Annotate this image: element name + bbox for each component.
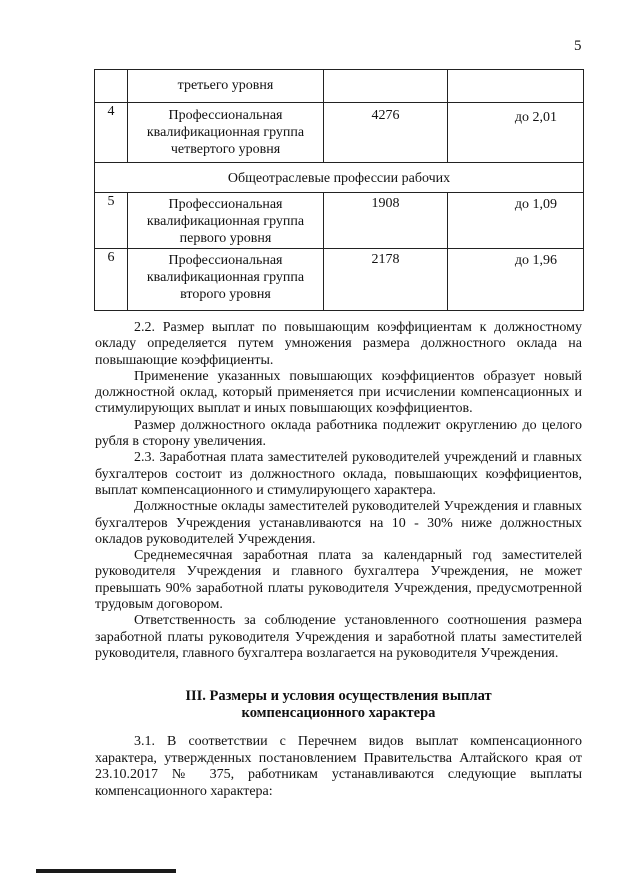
paragraph: Должностные оклады заместителей руководителей Учреждения и главных бухгалтеров Учреждения устанавливаются на 10 - 30% ниже должностных окладов руководителей Учреждения.	[95, 499, 582, 547]
table-row	[95, 103, 584, 163]
salary-table	[94, 69, 584, 311]
paragraph: 3.1. В соответствии с Перечнем видов выплат компенсационного характера, утвержденных постановлением Правительства Алтайского края от 23.10.2017 № 375, работникам устанавливаются следующие выплаты компенсационного характера:	[95, 734, 582, 799]
coefficient-cell: до 1,96	[448, 249, 584, 311]
group-name-cell: Профессиональная квалификационная группа четвертого уровня	[128, 103, 324, 163]
coefficient-cell	[448, 70, 584, 103]
section-heading-line: компенсационного характера	[241, 705, 436, 721]
salary-cell: 1908	[324, 193, 448, 249]
salary-cell: 2178	[324, 249, 448, 311]
paragraph: Среднемесячная заработная плата за календарный год заместителей руководителя Учреждения и главного бухгалтера Учреждения, не может превышать 90% заработной платы руководителя Учреждения, предусмотренной трудовым договором.	[95, 548, 582, 613]
row-number-cell	[95, 70, 128, 103]
section-title-cell: Общеотраслевые профессии рабочих	[95, 163, 584, 193]
coefficient-cell: до 1,09	[448, 193, 584, 249]
table-row	[95, 193, 584, 249]
paragraph: Применение указанных повышающих коэффициентов образует новый должностной оклад, который применяется при исчислении компенсационных и стимулирующих выплат и иных повышающих коэффициентов.	[95, 368, 582, 417]
group-name-cell: третьего уровня	[128, 70, 324, 103]
paragraph: 2.3. Заработная плата заместителей руководителей учреждений и главных бухгалтеров состоит из должностного оклада, повышающих коэффициентов, выплат компенсационного и стимулирующего характера.	[95, 450, 582, 498]
section-heading	[95, 688, 582, 722]
table-row	[95, 249, 584, 311]
scan-artifact-line	[36, 869, 176, 873]
section-3-text	[95, 734, 582, 800]
row-number-cell: 5	[95, 193, 128, 249]
salary-cell: 4276	[324, 103, 448, 163]
table-row	[95, 70, 584, 103]
table-section-row	[95, 163, 584, 193]
paragraph: Ответственность за соблюдение установленного соотношения размера заработной платы руководителя Учреждения и заработной платы заместителей руководителя, главного бухгалтера возлагается на руководителя Учреждения.	[95, 613, 582, 661]
paragraph: 2.2. Размер выплат по повышающим коэффициентам к должностному окладу определяется путем умножения размера должностного оклада на повышающие коэффициенты.	[95, 320, 582, 368]
coefficient-cell: до 2,01	[448, 103, 584, 163]
body-text	[95, 320, 582, 662]
paragraph: Размер должностного оклада работника подлежит округлению до целого рубля в сторону увеличения.	[95, 417, 582, 450]
salary-cell	[324, 70, 448, 103]
group-name-cell: Профессиональная квалификационная группа второго уровня	[128, 249, 324, 311]
row-number-cell: 6	[95, 249, 128, 311]
group-name-cell: Профессиональная квалификационная группа первого уровня	[128, 193, 324, 249]
section-heading-line: III. Размеры и условия осуществления выплат	[185, 688, 492, 704]
row-number-cell: 4	[95, 103, 128, 163]
page-number: 5	[574, 38, 582, 54]
